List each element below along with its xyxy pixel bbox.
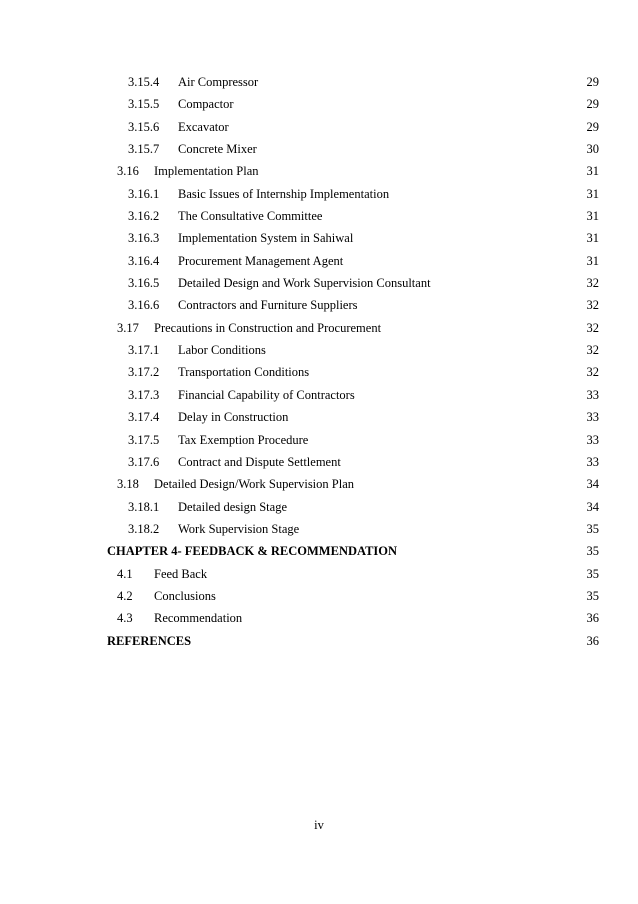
toc-entry-page: 30 [586, 142, 599, 157]
toc-entry-number: 3.18.2 [128, 521, 160, 536]
toc-entry-page: 35 [586, 521, 599, 536]
toc-section-title[interactable]: Implementation Plan [154, 164, 259, 179]
toc-entry[interactable] [107, 227, 599, 249]
toc-entry[interactable] [107, 384, 599, 406]
toc-section-number: 4.2 [117, 588, 133, 603]
toc-section-title[interactable]: Feed Back [154, 566, 208, 581]
toc-entry-page: 31 [586, 253, 599, 268]
toc-entry[interactable] [107, 339, 599, 361]
toc-entry-number: 3.17.3 [128, 387, 160, 402]
toc-section[interactable] [107, 563, 599, 585]
toc-chapter-page: 36 [586, 633, 599, 648]
toc-entry[interactable] [107, 406, 599, 428]
toc-entry[interactable] [107, 138, 599, 160]
toc-section-page: 36 [586, 611, 599, 626]
toc-section[interactable] [107, 473, 599, 495]
toc-entry-number: 3.15.7 [128, 142, 160, 157]
toc-section-title[interactable]: Conclusions [154, 588, 216, 603]
toc-entry-title[interactable]: Detailed design Stage [178, 499, 287, 514]
toc-section-number: 4.3 [117, 611, 133, 626]
toc-entry-page: 29 [586, 97, 599, 112]
toc-entry[interactable] [107, 116, 599, 138]
toc-entry[interactable] [107, 429, 599, 451]
toc-entry-number: 3.16.4 [128, 253, 160, 268]
toc-section-title[interactable]: Recommendation [154, 611, 243, 626]
toc-entry-title[interactable]: Excavator [178, 119, 229, 134]
toc-entry-page: 33 [586, 387, 599, 402]
toc-entry-page: 29 [586, 75, 599, 89]
toc-section-number: 3.17 [117, 320, 139, 335]
toc-section[interactable] [107, 585, 599, 607]
toc-entry[interactable] [107, 205, 599, 227]
toc-entry-number: 3.16.6 [128, 298, 160, 313]
toc-section-page: 35 [586, 588, 599, 603]
toc-entry[interactable] [107, 93, 599, 115]
toc-entry-page: 32 [586, 298, 599, 313]
toc-entry-number: 3.15.4 [128, 75, 160, 89]
toc-entry-number: 3.16.3 [128, 231, 160, 246]
toc-chapter[interactable] [107, 630, 599, 652]
toc-entry[interactable] [107, 294, 599, 316]
toc-entry-title[interactable]: Air Compressor [178, 75, 259, 89]
toc-entry-number: 3.16.1 [128, 186, 160, 201]
toc-entry-title[interactable]: Compactor [178, 97, 234, 112]
toc-chapter-title[interactable]: CHAPTER 4- FEEDBACK & RECOMMENDATION [107, 544, 398, 559]
toc-entry-title[interactable]: The Consultative Committee [178, 209, 323, 224]
toc-entry-title[interactable]: Implementation System in Sahiwal [178, 231, 354, 246]
toc-entry-number: 3.15.5 [128, 97, 160, 112]
toc-entry-title[interactable]: Transportation Conditions [178, 365, 310, 380]
toc-entry[interactable] [107, 451, 599, 473]
toc-entry[interactable] [107, 361, 599, 383]
toc-section-title[interactable]: Precautions in Construction and Procurement [154, 320, 382, 335]
toc-entry-page: 29 [586, 119, 599, 134]
toc-entry[interactable] [107, 518, 599, 540]
toc-chapter-page: 35 [586, 544, 599, 559]
toc-section-title[interactable]: Detailed Design/Work Supervision Plan [154, 477, 355, 492]
toc-section-page: 31 [586, 164, 599, 179]
toc-entry-page: 34 [586, 499, 599, 514]
toc-entry[interactable] [107, 250, 599, 272]
toc-chapter[interactable] [107, 540, 599, 562]
toc-entry-page: 32 [586, 343, 599, 358]
toc-entry-number: 3.18.1 [128, 499, 160, 514]
toc-entry-page: 32 [586, 276, 599, 291]
toc-entry-title[interactable]: Work Supervision Stage [178, 521, 300, 536]
toc-entry-number: 3.17.6 [128, 454, 160, 469]
toc-entry-title[interactable]: Financial Capability of Contractors [178, 387, 355, 402]
toc-entry-page: 33 [586, 410, 599, 425]
toc-chapter-title[interactable]: REFERENCES [107, 633, 192, 648]
toc-section-number: 3.16 [117, 164, 139, 179]
toc-entry-page: 33 [586, 432, 599, 447]
toc-section-page: 32 [586, 320, 599, 335]
toc-entry-page: 33 [586, 454, 599, 469]
toc-section[interactable] [107, 160, 599, 182]
toc-entry-page: 31 [586, 209, 599, 224]
toc-entry-number: 3.17.5 [128, 432, 160, 447]
toc-entry[interactable] [107, 272, 599, 294]
toc-entry-title[interactable]: Tax Exemption Procedure [178, 432, 309, 447]
toc-entry-title[interactable]: Contract and Dispute Settlement [178, 454, 341, 469]
toc-entry-title[interactable]: Delay in Construction [178, 410, 289, 425]
toc-section[interactable] [107, 607, 599, 629]
page-number: iv [314, 818, 324, 832]
toc-entry[interactable] [107, 71, 599, 93]
toc-entry-page: 31 [586, 231, 599, 246]
toc-entry-number: 3.17.4 [128, 410, 160, 425]
toc-entry-title[interactable]: Detailed Design and Work Supervision Consultant [178, 276, 431, 291]
toc-entry-number: 3.16.2 [128, 209, 160, 224]
toc-entry-page: 31 [586, 186, 599, 201]
toc-section-page: 35 [586, 566, 599, 581]
toc-entry-title[interactable]: Basic Issues of Internship Implementation [178, 186, 390, 201]
toc-section-number: 3.18 [117, 477, 139, 492]
toc-section-page: 34 [586, 477, 599, 492]
toc-entry-number: 3.17.1 [128, 343, 160, 358]
toc-entry[interactable] [107, 496, 599, 518]
toc-entry-title[interactable]: Contractors and Furniture Suppliers [178, 298, 358, 313]
toc-entry-title[interactable]: Procurement Management Agent [178, 253, 344, 268]
toc-section[interactable] [107, 317, 599, 339]
toc-entry[interactable] [107, 183, 599, 205]
toc-section-number: 4.1 [117, 566, 133, 581]
table-of-contents [107, 71, 599, 652]
page-number-footer [0, 818, 638, 833]
toc-entry-page: 32 [586, 365, 599, 380]
toc-entry-number: 3.17.2 [128, 365, 160, 380]
toc-entry-title[interactable]: Labor Conditions [178, 343, 266, 358]
toc-entry-title[interactable]: Concrete Mixer [178, 142, 257, 157]
toc-entry-number: 3.15.6 [128, 119, 160, 134]
toc-entry-number: 3.16.5 [128, 276, 160, 291]
